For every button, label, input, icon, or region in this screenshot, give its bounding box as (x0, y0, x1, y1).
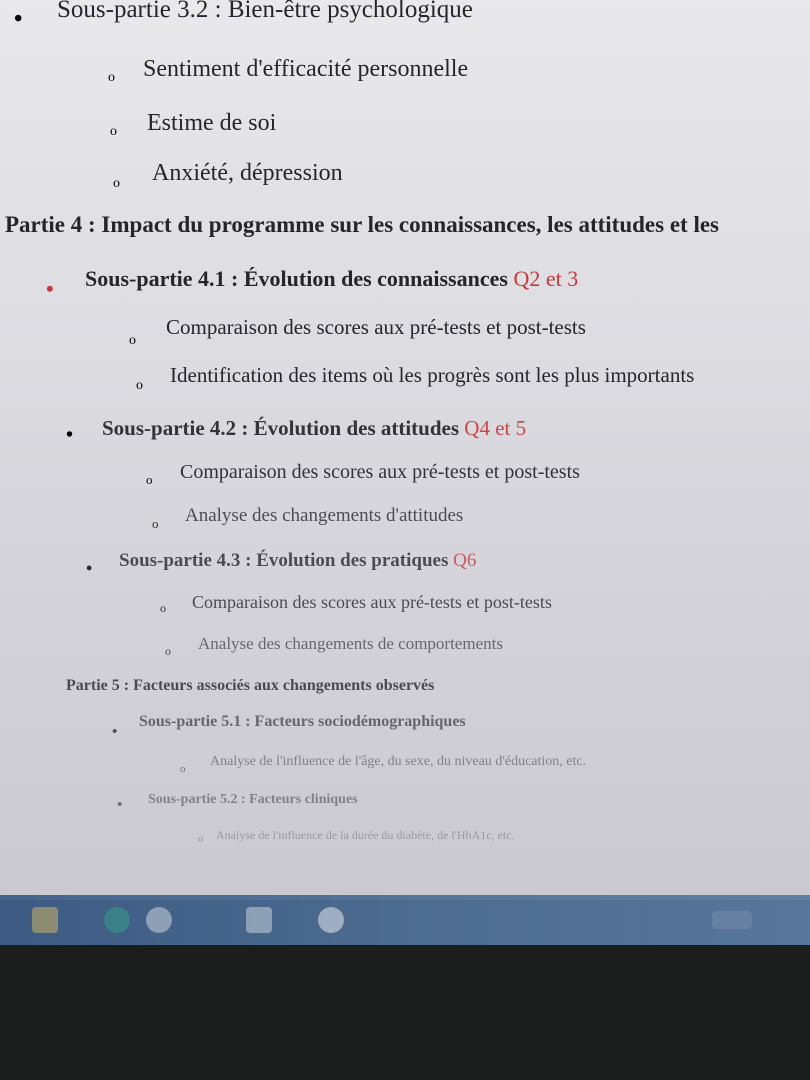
part-4-heading: Partie 4 : Impact du programme sur les connaissances, les attitudes et les (5, 212, 719, 237)
item-anxiete: Anxiété, dépression (152, 160, 343, 186)
subsection-4-1 (85, 266, 578, 292)
bullet-icon: • (117, 797, 123, 813)
item-5-2-a: Analyse de l'influence de la durée du diabète, de l'HbA1c, etc. (216, 828, 515, 842)
system-tray-icon[interactable] (712, 911, 752, 929)
bullet-icon: • (66, 424, 74, 446)
question-tag: Q6 (448, 550, 477, 571)
circle-bullet-icon: o (136, 378, 143, 393)
store-icon[interactable] (246, 907, 272, 933)
subsection-3-2: Sous-partie 3.2 : Bien-être psychologique (57, 0, 473, 23)
subsection-4-3 (119, 550, 476, 572)
taskbar (0, 895, 810, 945)
circle-bullet-icon: o (108, 70, 115, 85)
circle-bullet-icon: o (160, 601, 166, 615)
item-4-2-a: Comparaison des scores aux pré-tests et post-tests (180, 461, 580, 483)
circle-bullet-icon: o (146, 472, 153, 487)
part-5-heading: Partie 5 : Facteurs associés aux changements observés (66, 677, 435, 694)
file-explorer-icon[interactable] (32, 907, 58, 933)
item-4-1-a: Comparaison des scores aux pré-tests et post-tests (166, 315, 586, 339)
bullet-icon: • (14, 6, 23, 32)
item-4-1-b: Identification des items où les progrès sont les plus importants (170, 363, 695, 387)
circle-bullet-icon: o (198, 834, 203, 845)
subsection-4-2-title: Sous-partie 4.2 : Évolution des attitudes (102, 416, 460, 440)
item-5-1-a: Analyse de l'influence de l'âge, du sexe, du niveau d'éducation, etc. (210, 754, 587, 769)
item-estime: Estime de soi (147, 110, 277, 136)
circle-bullet-icon: o (180, 763, 186, 775)
media-player-icon[interactable] (318, 907, 344, 933)
subsection-4-3-title: Sous-partie 4.3 : Évolution des pratiques (119, 550, 449, 571)
circle-bullet-icon: o (152, 516, 159, 531)
circle-bullet-icon: o (113, 176, 120, 191)
subsection-4-1-title: Sous-partie 4.1 : Évolution des connaissances (85, 266, 508, 291)
edge-browser-icon[interactable] (104, 907, 130, 933)
item-4-2-b: Analyse des changements d'attitudes (185, 505, 464, 526)
circle-bullet-icon: o (129, 333, 136, 348)
bullet-icon: • (46, 276, 54, 301)
subsection-5-1: Sous-partie 5.1 : Facteurs sociodémographiques (139, 713, 466, 730)
circle-bullet-icon: o (165, 644, 171, 658)
chrome-browser-icon[interactable] (146, 907, 172, 933)
laptop-bezel (0, 945, 810, 1080)
item-efficacite: Sentiment d'efficacité personnelle (143, 56, 469, 82)
bullet-icon: • (112, 724, 118, 740)
subsection-5-2: Sous-partie 5.2 : Facteurs cliniques (148, 792, 358, 807)
item-4-3-a: Comparaison des scores aux pré-tests et post-tests (192, 592, 552, 612)
bullet-icon: • (86, 558, 93, 578)
item-4-3-b: Analyse des changements de comportements (198, 634, 503, 653)
question-tag: Q4 et 5 (459, 416, 527, 440)
subsection-4-2 (102, 416, 526, 441)
circle-bullet-icon: o (110, 124, 117, 139)
question-tag: Q2 et 3 (507, 266, 579, 291)
